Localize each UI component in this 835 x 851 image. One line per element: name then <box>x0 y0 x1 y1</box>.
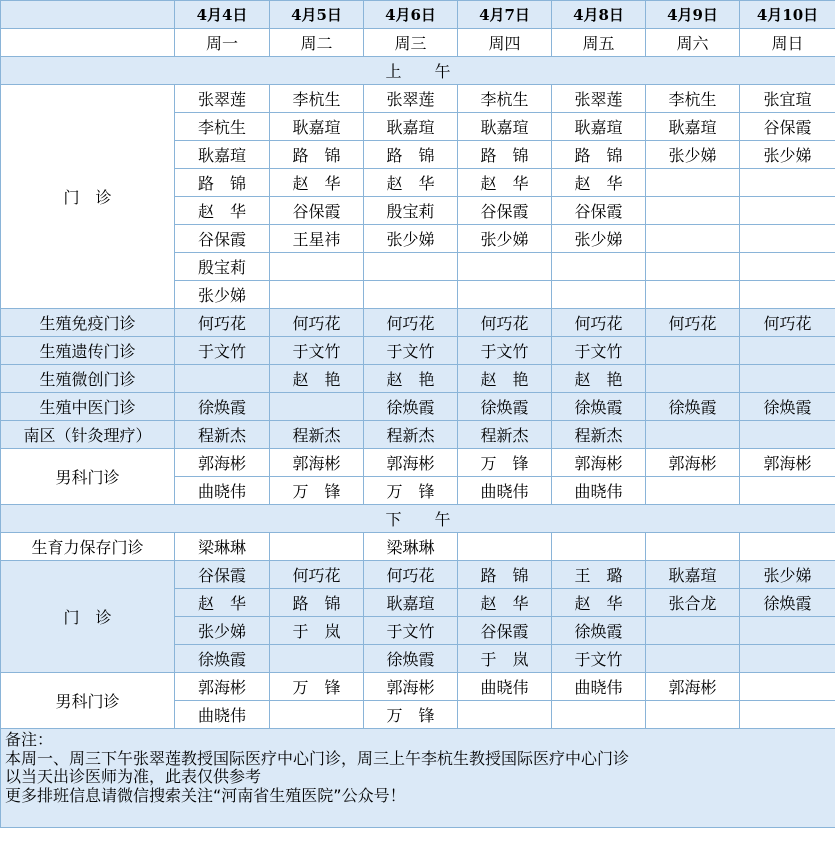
dept-label-male-pm: 男科门诊 <box>1 673 175 729</box>
weekday-header: 周五 <box>552 29 646 57</box>
doctor-cell <box>740 365 835 393</box>
doctor-cell: 谷保霞 <box>175 561 270 589</box>
remarks-line: 本周一、周三下午张翠莲教授国际医疗中心门诊，周三上午李杭生教授国际医疗中心门诊 <box>5 748 630 768</box>
dept-label-tcm: 生殖中医门诊 <box>1 393 175 421</box>
doctor-cell <box>646 477 740 505</box>
doctor-cell: 王星祎 <box>270 225 364 253</box>
weekday-header: 周日 <box>740 29 835 57</box>
doctor-cell <box>646 253 740 281</box>
doctor-cell: 赵 华 <box>364 169 458 197</box>
doctor-cell: 于 岚 <box>458 645 552 673</box>
doctor-cell: 于文竹 <box>175 337 270 365</box>
doctor-cell: 谷保霞 <box>458 617 552 645</box>
section-row <box>1 505 835 533</box>
doctor-cell: 于文竹 <box>458 337 552 365</box>
doctor-cell: 郭海彬 <box>552 449 646 477</box>
weekday-header: 周六 <box>646 29 740 57</box>
doctor-cell: 何巧花 <box>646 309 740 337</box>
doctor-cell <box>740 701 835 729</box>
doctor-cell: 何巧花 <box>458 309 552 337</box>
doctor-cell: 万 锋 <box>458 449 552 477</box>
weekday-header: 周二 <box>270 29 364 57</box>
doctor-cell: 谷保霞 <box>270 197 364 225</box>
doctor-cell <box>270 281 364 309</box>
doctor-cell <box>646 701 740 729</box>
doctor-cell <box>270 533 364 561</box>
doctor-cell: 郭海彬 <box>270 449 364 477</box>
doctor-cell: 郭海彬 <box>364 673 458 701</box>
doctor-cell: 张宜瑄 <box>740 85 835 113</box>
doctor-cell: 曲晓伟 <box>552 673 646 701</box>
doctor-cell: 张翠莲 <box>552 85 646 113</box>
doctor-cell: 张少娣 <box>175 281 270 309</box>
doctor-cell <box>270 645 364 673</box>
doctor-cell: 程新杰 <box>552 421 646 449</box>
doctor-cell <box>270 393 364 421</box>
doctor-cell: 徐焕霞 <box>552 617 646 645</box>
doctor-cell <box>740 281 835 309</box>
doctor-cell: 何巧花 <box>364 309 458 337</box>
section-row <box>1 57 835 85</box>
doctor-cell: 梁琳琳 <box>175 533 270 561</box>
doctor-cell: 李杭生 <box>175 113 270 141</box>
doctor-cell: 曲晓伟 <box>458 477 552 505</box>
doctor-cell: 王 璐 <box>552 561 646 589</box>
doctor-cell: 程新杰 <box>175 421 270 449</box>
doctor-cell <box>364 253 458 281</box>
doctor-cell: 徐焕霞 <box>458 393 552 421</box>
table-row <box>1 365 835 393</box>
doctor-cell: 徐焕霞 <box>740 589 835 617</box>
dept-label-genetic: 生殖遗传门诊 <box>1 337 175 365</box>
doctor-cell: 于文竹 <box>552 645 646 673</box>
dept-label-clinic-pm: 门 诊 <box>1 561 175 673</box>
doctor-cell: 张合龙 <box>646 589 740 617</box>
doctor-cell: 张少娣 <box>552 225 646 253</box>
doctor-cell <box>740 421 835 449</box>
doctor-cell <box>552 701 646 729</box>
doctor-cell: 何巧花 <box>740 309 835 337</box>
weekday-header: 周三 <box>364 29 458 57</box>
doctor-cell: 郭海彬 <box>364 449 458 477</box>
doctor-cell: 路 锦 <box>364 141 458 169</box>
doctor-cell: 万 锋 <box>364 477 458 505</box>
doctor-cell <box>740 673 835 701</box>
doctor-cell <box>646 617 740 645</box>
doctor-cell <box>740 197 835 225</box>
doctor-cell <box>646 365 740 393</box>
doctor-cell <box>175 365 270 393</box>
doctor-cell: 路 锦 <box>175 169 270 197</box>
doctor-cell <box>646 645 740 673</box>
doctor-cell <box>552 253 646 281</box>
doctor-cell: 耿嘉瑄 <box>646 113 740 141</box>
doctor-cell: 耿嘉瑄 <box>552 113 646 141</box>
doctor-cell: 徐焕霞 <box>364 393 458 421</box>
doctor-cell <box>740 617 835 645</box>
doctor-cell: 程新杰 <box>458 421 552 449</box>
doctor-cell: 耿嘉瑄 <box>364 113 458 141</box>
doctor-cell: 赵 华 <box>458 169 552 197</box>
table-row <box>1 421 835 449</box>
section-afternoon-title: 下 午 <box>1 505 835 533</box>
doctor-cell: 张少娣 <box>458 225 552 253</box>
corner-cell <box>1 1 175 29</box>
doctor-cell: 何巧花 <box>270 309 364 337</box>
doctor-cell: 何巧花 <box>270 561 364 589</box>
header-dates-row <box>1 1 835 29</box>
date-header: 4月7日 <box>458 1 552 29</box>
doctor-cell <box>646 169 740 197</box>
doctor-cell: 曲晓伟 <box>552 477 646 505</box>
doctor-cell: 路 锦 <box>458 561 552 589</box>
date-header: 4月4日 <box>175 1 270 29</box>
doctor-cell <box>740 169 835 197</box>
date-header: 4月6日 <box>364 1 458 29</box>
weekday-header: 周四 <box>458 29 552 57</box>
doctor-cell <box>552 281 646 309</box>
doctor-cell <box>740 477 835 505</box>
doctor-cell: 李杭生 <box>270 85 364 113</box>
doctor-cell: 郭海彬 <box>740 449 835 477</box>
table-row <box>1 673 835 701</box>
doctor-cell: 路 锦 <box>270 141 364 169</box>
doctor-cell: 于文竹 <box>552 337 646 365</box>
date-header: 4月10日 <box>740 1 835 29</box>
doctor-cell <box>740 253 835 281</box>
doctor-cell: 耿嘉瑄 <box>646 561 740 589</box>
date-header: 4月8日 <box>552 1 646 29</box>
doctor-cell <box>458 701 552 729</box>
doctor-cell <box>646 281 740 309</box>
doctor-cell: 殷宝莉 <box>175 253 270 281</box>
doctor-cell: 于文竹 <box>364 337 458 365</box>
doctor-cell: 谷保霞 <box>458 197 552 225</box>
doctor-cell <box>646 337 740 365</box>
doctor-cell <box>270 701 364 729</box>
doctor-cell: 万 锋 <box>364 701 458 729</box>
remarks-line: 以当天出诊医师为准，此表仅供参考 <box>5 767 262 786</box>
doctor-cell: 赵 华 <box>552 589 646 617</box>
doctor-cell <box>646 225 740 253</box>
doctor-cell <box>458 253 552 281</box>
doctor-cell: 曲晓伟 <box>175 701 270 729</box>
doctor-cell: 万 锋 <box>270 673 364 701</box>
section-morning-title: 上 午 <box>1 57 835 85</box>
doctor-cell: 徐焕霞 <box>364 645 458 673</box>
doctor-cell: 万 锋 <box>270 477 364 505</box>
doctor-cell <box>740 337 835 365</box>
doctor-cell: 徐焕霞 <box>175 393 270 421</box>
weekday-header: 周一 <box>175 29 270 57</box>
table-row <box>1 449 835 477</box>
doctor-cell: 梁琳琳 <box>364 533 458 561</box>
remarks-line: 更多排班信息请微信搜索关注“河南省生殖医院”公众号！ <box>5 785 406 805</box>
doctor-cell: 路 锦 <box>552 141 646 169</box>
doctor-cell: 李杭生 <box>458 85 552 113</box>
dept-label-male: 男科门诊 <box>1 449 175 505</box>
remarks-line: 备注： <box>5 730 54 749</box>
doctor-cell: 郭海彬 <box>646 673 740 701</box>
doctor-cell: 殷宝莉 <box>364 197 458 225</box>
doctor-cell <box>552 533 646 561</box>
doctor-cell <box>458 281 552 309</box>
table-row <box>1 393 835 421</box>
doctor-cell: 耿嘉瑄 <box>458 113 552 141</box>
doctor-cell: 何巧花 <box>552 309 646 337</box>
doctor-cell: 耿嘉瑄 <box>175 141 270 169</box>
doctor-cell: 张少娣 <box>175 617 270 645</box>
doctor-cell: 张翠莲 <box>364 85 458 113</box>
doctor-cell <box>740 225 835 253</box>
doctor-cell: 谷保霞 <box>175 225 270 253</box>
doctor-cell: 张少娣 <box>364 225 458 253</box>
doctor-cell: 张少娣 <box>740 141 835 169</box>
doctor-cell: 赵 华 <box>458 589 552 617</box>
doctor-cell: 郭海彬 <box>175 673 270 701</box>
doctor-cell: 于文竹 <box>270 337 364 365</box>
doctor-cell: 徐焕霞 <box>740 393 835 421</box>
table-row <box>1 533 835 561</box>
doctor-cell: 徐焕霞 <box>552 393 646 421</box>
doctor-cell: 赵 华 <box>175 589 270 617</box>
doctor-cell: 郭海彬 <box>175 449 270 477</box>
table-row <box>1 85 835 113</box>
doctor-cell: 赵 艳 <box>364 365 458 393</box>
doctor-cell: 曲晓伟 <box>175 477 270 505</box>
doctor-cell: 赵 华 <box>175 197 270 225</box>
doctor-cell <box>270 253 364 281</box>
doctor-cell <box>646 421 740 449</box>
doctor-cell: 赵 华 <box>270 169 364 197</box>
doctor-cell: 何巧花 <box>364 561 458 589</box>
table-row <box>1 337 835 365</box>
doctor-cell: 徐焕霞 <box>175 645 270 673</box>
doctor-cell: 赵 艳 <box>270 365 364 393</box>
doctor-cell <box>740 533 835 561</box>
doctor-cell: 赵 艳 <box>458 365 552 393</box>
doctor-cell: 路 锦 <box>270 589 364 617</box>
table-row <box>1 561 835 589</box>
doctor-cell <box>364 281 458 309</box>
doctor-cell: 徐焕霞 <box>646 393 740 421</box>
table-row <box>1 309 835 337</box>
dept-label-south: 南区（针灸理疗） <box>1 421 175 449</box>
doctor-cell: 赵 华 <box>552 169 646 197</box>
corner-cell <box>1 29 175 57</box>
date-header: 4月9日 <box>646 1 740 29</box>
doctor-cell: 赵 艳 <box>552 365 646 393</box>
doctor-cell: 曲晓伟 <box>458 673 552 701</box>
date-header: 4月5日 <box>270 1 364 29</box>
doctor-cell: 张少娣 <box>740 561 835 589</box>
doctor-cell <box>458 533 552 561</box>
doctor-cell: 张少娣 <box>646 141 740 169</box>
remarks-box <box>1 729 835 828</box>
doctor-cell: 张翠莲 <box>175 85 270 113</box>
dept-label-fertility: 生育力保存门诊 <box>1 533 175 561</box>
doctor-cell <box>646 197 740 225</box>
doctor-cell: 谷保霞 <box>740 113 835 141</box>
doctor-cell: 路 锦 <box>458 141 552 169</box>
doctor-cell: 何巧花 <box>175 309 270 337</box>
remarks-row <box>1 729 835 828</box>
header-weekdays-row <box>1 29 835 57</box>
dept-label-clinic: 门 诊 <box>1 85 175 309</box>
doctor-cell: 谷保霞 <box>552 197 646 225</box>
doctor-cell <box>740 645 835 673</box>
doctor-cell: 耿嘉瑄 <box>364 589 458 617</box>
doctor-cell: 程新杰 <box>270 421 364 449</box>
doctor-cell <box>646 533 740 561</box>
doctor-cell: 于文竹 <box>364 617 458 645</box>
doctor-cell: 耿嘉瑄 <box>270 113 364 141</box>
doctor-cell: 于 岚 <box>270 617 364 645</box>
dept-label-immune: 生殖免疫门诊 <box>1 309 175 337</box>
doctor-cell: 李杭生 <box>646 85 740 113</box>
doctor-cell: 郭海彬 <box>646 449 740 477</box>
dept-label-minimal: 生殖微创门诊 <box>1 365 175 393</box>
doctor-cell: 程新杰 <box>364 421 458 449</box>
